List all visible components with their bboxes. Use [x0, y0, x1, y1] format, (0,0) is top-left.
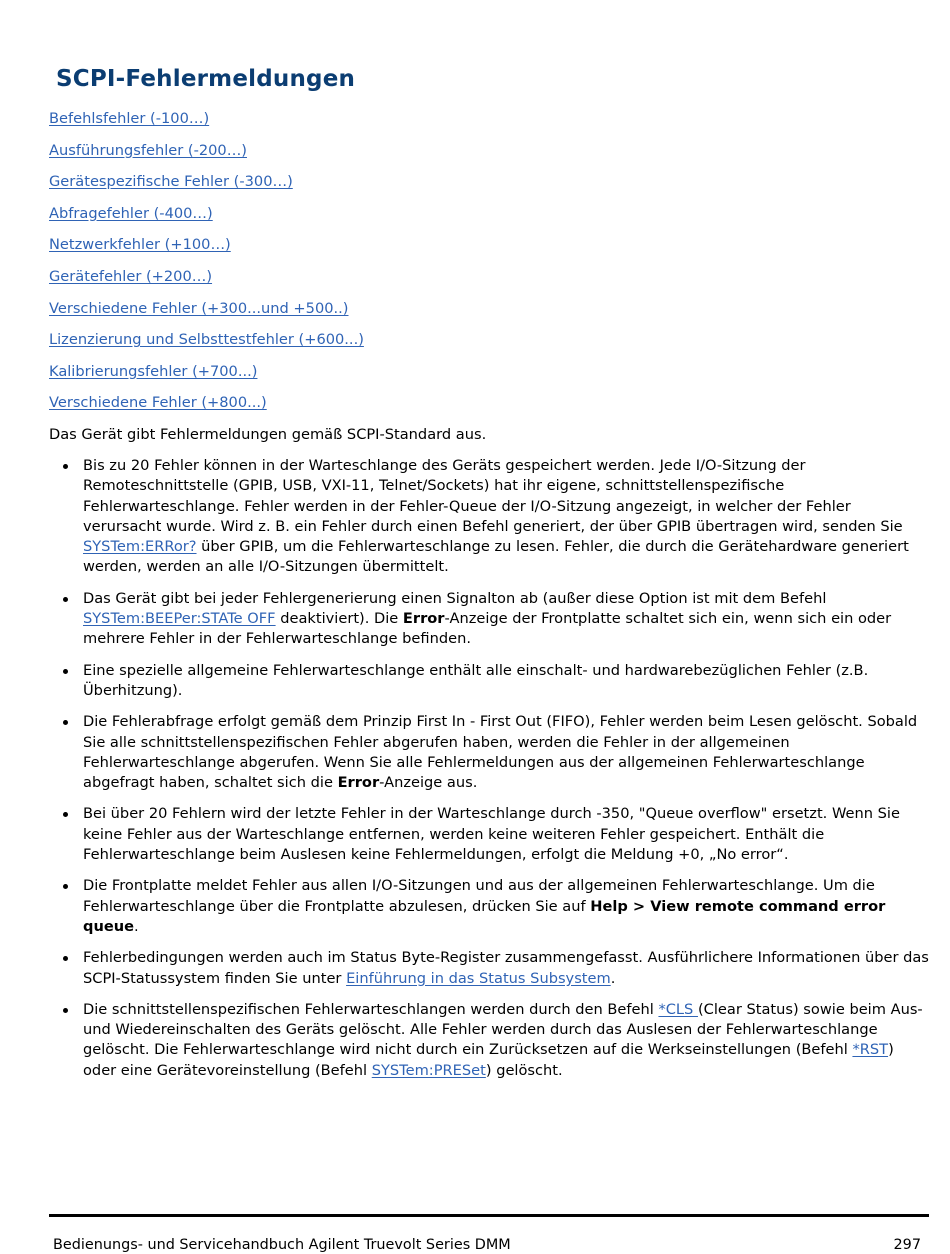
- bullet-fifo: [49, 712, 929, 793]
- toc-item: [49, 266, 364, 298]
- page-number: 297: [893, 1237, 921, 1253]
- bullet-text: -Anzeige aus.: [379, 774, 478, 792]
- bullet-text: -Anzeige der Frontplatte schaltet sich ein, wenn sich ein oder mehrere Fehler in der Fehlerwarteschlange befinden.: [83, 610, 892, 648]
- bullet-text: deaktiviert). Die: [275, 610, 403, 628]
- bullet-clear-queue: [49, 1000, 929, 1081]
- bullet-text: Bei über 20 Fehlern wird der letzte Fehler in der Warteschlange durch -350, "Queue overflow" ersetzt. Wenn Sie keine Fehler aus der Warteschlange entfernen, werden keine weiteren Fehler gespeichert. Enthält die Fehlerwarteschlange beim Auslesen keine Fehlermeldungen, erfolgt die Meldung +0, „No error“.: [83, 805, 900, 864]
- bold-menu-path: Help > View remote command error queue: [83, 897, 886, 935]
- link-system-preset[interactable]: SYSTem:PRESet: [371, 1061, 486, 1079]
- link-cls[interactable]: *CLS: [658, 1000, 698, 1018]
- bullet-dot-icon: [63, 669, 68, 674]
- toc-link-netzwerkfehler[interactable]: Netzwerkfehler (+100…): [49, 236, 231, 254]
- link-rst[interactable]: *RST: [852, 1041, 889, 1059]
- bullet-text: Die schnittstellenspezifischen Fehlerwarteschlangen werden durch den Befehl: [83, 1000, 659, 1018]
- toc-item: [49, 329, 364, 361]
- bullet-dot-icon: [63, 464, 68, 469]
- bullet-general-queue: [49, 661, 929, 702]
- toc-link-geraetespezifische-fehler[interactable]: Gerätespezifische Fehler (-300…): [49, 173, 293, 191]
- footer-manual-title: Bedienungs- und Servicehandbuch Agilent Truevolt Series DMM: [53, 1237, 511, 1253]
- bullet-front-panel: [49, 876, 929, 937]
- toc-item: [49, 361, 364, 393]
- toc-link-ausfuehrungsfehler[interactable]: Ausführungsfehler (-200…): [49, 141, 247, 159]
- link-status-subsystem[interactable]: Einführung in das Status Subsystem: [346, 969, 611, 987]
- bullet-text: Die Frontplatte meldet Fehler aus allen I/O-Sitzungen und aus der allgemeinen Fehlerwarteschlange. Um die Fehlerwarteschlange über die Frontplatte abzulesen, drücken Sie auf: [83, 877, 875, 915]
- toc-item: [49, 298, 364, 330]
- toc-link-list: [49, 108, 364, 424]
- info-bullet-list: [49, 456, 929, 1092]
- bullet-dot-icon: [63, 720, 68, 725]
- bullet-dot-icon: [63, 884, 68, 889]
- footer-divider: [49, 1214, 929, 1217]
- link-system-error[interactable]: SYSTem:ERRor?: [83, 538, 197, 556]
- bullet-dot-icon: [63, 812, 68, 817]
- bullet-dot-icon: [63, 956, 68, 961]
- toc-link-befehlsfehler[interactable]: Befehlsfehler (-100…): [49, 110, 210, 127]
- bold-error-label: Error: [402, 610, 445, 628]
- toc-item: [49, 171, 364, 203]
- bullet-text: Fehlerbedingungen werden auch im Status Byte-Register zusammengefasst. Ausführlichere Informationen über das SCPI-Statussystem finden Sie unter: [83, 949, 929, 987]
- bullet-text: Die Fehlerabfrage erfolgt gemäß dem Prinzip First In - First Out (FIFO), Fehler werden beim Lesen gelöscht. Sobald Sie alle schnittstellenspezifischen Fehler abgerufen haben, werden die Fehler in der allgemeinen Fehlerwarteschlange abgerufen. Wenn Sie alle Fehlermeldungen aus der allgemeinen Fehlerwarteschlange abgefragt haben, schaltet sich die: [83, 713, 918, 792]
- bullet-text: über GPIB, um die Fehlerwarteschlange zu lesen. Fehler, die durch die Gerätehardware generiert werden, werden an alle I/O-Sitzungen übermittelt.: [83, 538, 909, 576]
- toc-item: [49, 108, 364, 140]
- bullet-error-queue-capacity: [49, 456, 929, 578]
- toc-item: [49, 203, 364, 235]
- link-system-beeper-state[interactable]: SYSTem:BEEPer:STATe OFF: [83, 610, 276, 628]
- bullet-text: Das Gerät gibt bei jeder Fehlergenerierung einen Signalton ab (außer diese Option ist mit dem Befehl: [83, 589, 827, 607]
- intro-paragraph: Das Gerät gibt Fehlermeldungen gemäß SCPI-Standard aus.: [49, 426, 487, 443]
- toc-link-lizenzierung-selbsttest[interactable]: Lizenzierung und Selbsttestfehler (+600...): [49, 331, 364, 349]
- bullet-text: Eine spezielle allgemeine Fehlerwarteschlange enthält alle einschalt- und hardwarebezüglichen Fehler (z.B. Überhitzung).: [83, 661, 869, 699]
- bullet-text: .: [134, 917, 139, 935]
- bullet-text: Bis zu 20 Fehler können in der Warteschlange des Geräts gespeichert werden. Jede I/O-Sitzung der Remoteschnittstelle (GPIB, USB, VXI-11, Telnet/Sockets) hat ihr eigene, schnittstellenspezifische Fehlerwarteschlange. Fehler werden in der Fehler-Queue der I/O-Sitzung angezeigt, in welcher der Fehler verursacht wurde. Wird z. B. ein Fehler durch einen Befehl generiert, der über GPIB übertragen wird, senden Sie: [83, 457, 903, 535]
- toc-link-kalibrierungsfehler[interactable]: Kalibrierungsfehler (+700...): [49, 362, 258, 380]
- bullet-text: (Clear Status) sowie beim Aus- und Wiedereinschalten des Geräts gelöscht. Alle Fehler werden durch das Auslesen der Fehlerwarteschlange gelöscht. Die Fehlerwarteschlange wird nicht durch ein Zurücksetzen auf die Werkseinstellungen (Befehl: [83, 1000, 923, 1059]
- bold-error-label: Error: [337, 774, 380, 792]
- bullet-text: ) oder eine Gerätevoreinstellung (Befehl: [83, 1041, 894, 1079]
- toc-link-geraetefehler[interactable]: Gerätefehler (+200…): [49, 267, 213, 285]
- toc-item: [49, 140, 364, 172]
- bullet-dot-icon: [63, 597, 68, 602]
- bullet-dot-icon: [63, 1008, 68, 1013]
- bullet-text: .: [610, 969, 616, 987]
- bullet-text: ) gelöscht.: [485, 1061, 563, 1079]
- bullet-beeper: [49, 589, 929, 650]
- toc-link-verschiedene-fehler-800[interactable]: Verschiedene Fehler (+800...): [49, 394, 267, 412]
- bullet-queue-overflow: [49, 804, 929, 865]
- page-title: SCPI-Fehlermeldungen: [56, 66, 356, 92]
- toc-item: [49, 392, 364, 424]
- bullet-status-byte: [49, 948, 929, 989]
- toc-link-abfragefehler[interactable]: Abfragefehler (-400…): [49, 204, 213, 222]
- toc-link-verschiedene-fehler-300[interactable]: Verschiedene Fehler (+300...und +500..): [49, 299, 349, 317]
- toc-item: [49, 234, 364, 266]
